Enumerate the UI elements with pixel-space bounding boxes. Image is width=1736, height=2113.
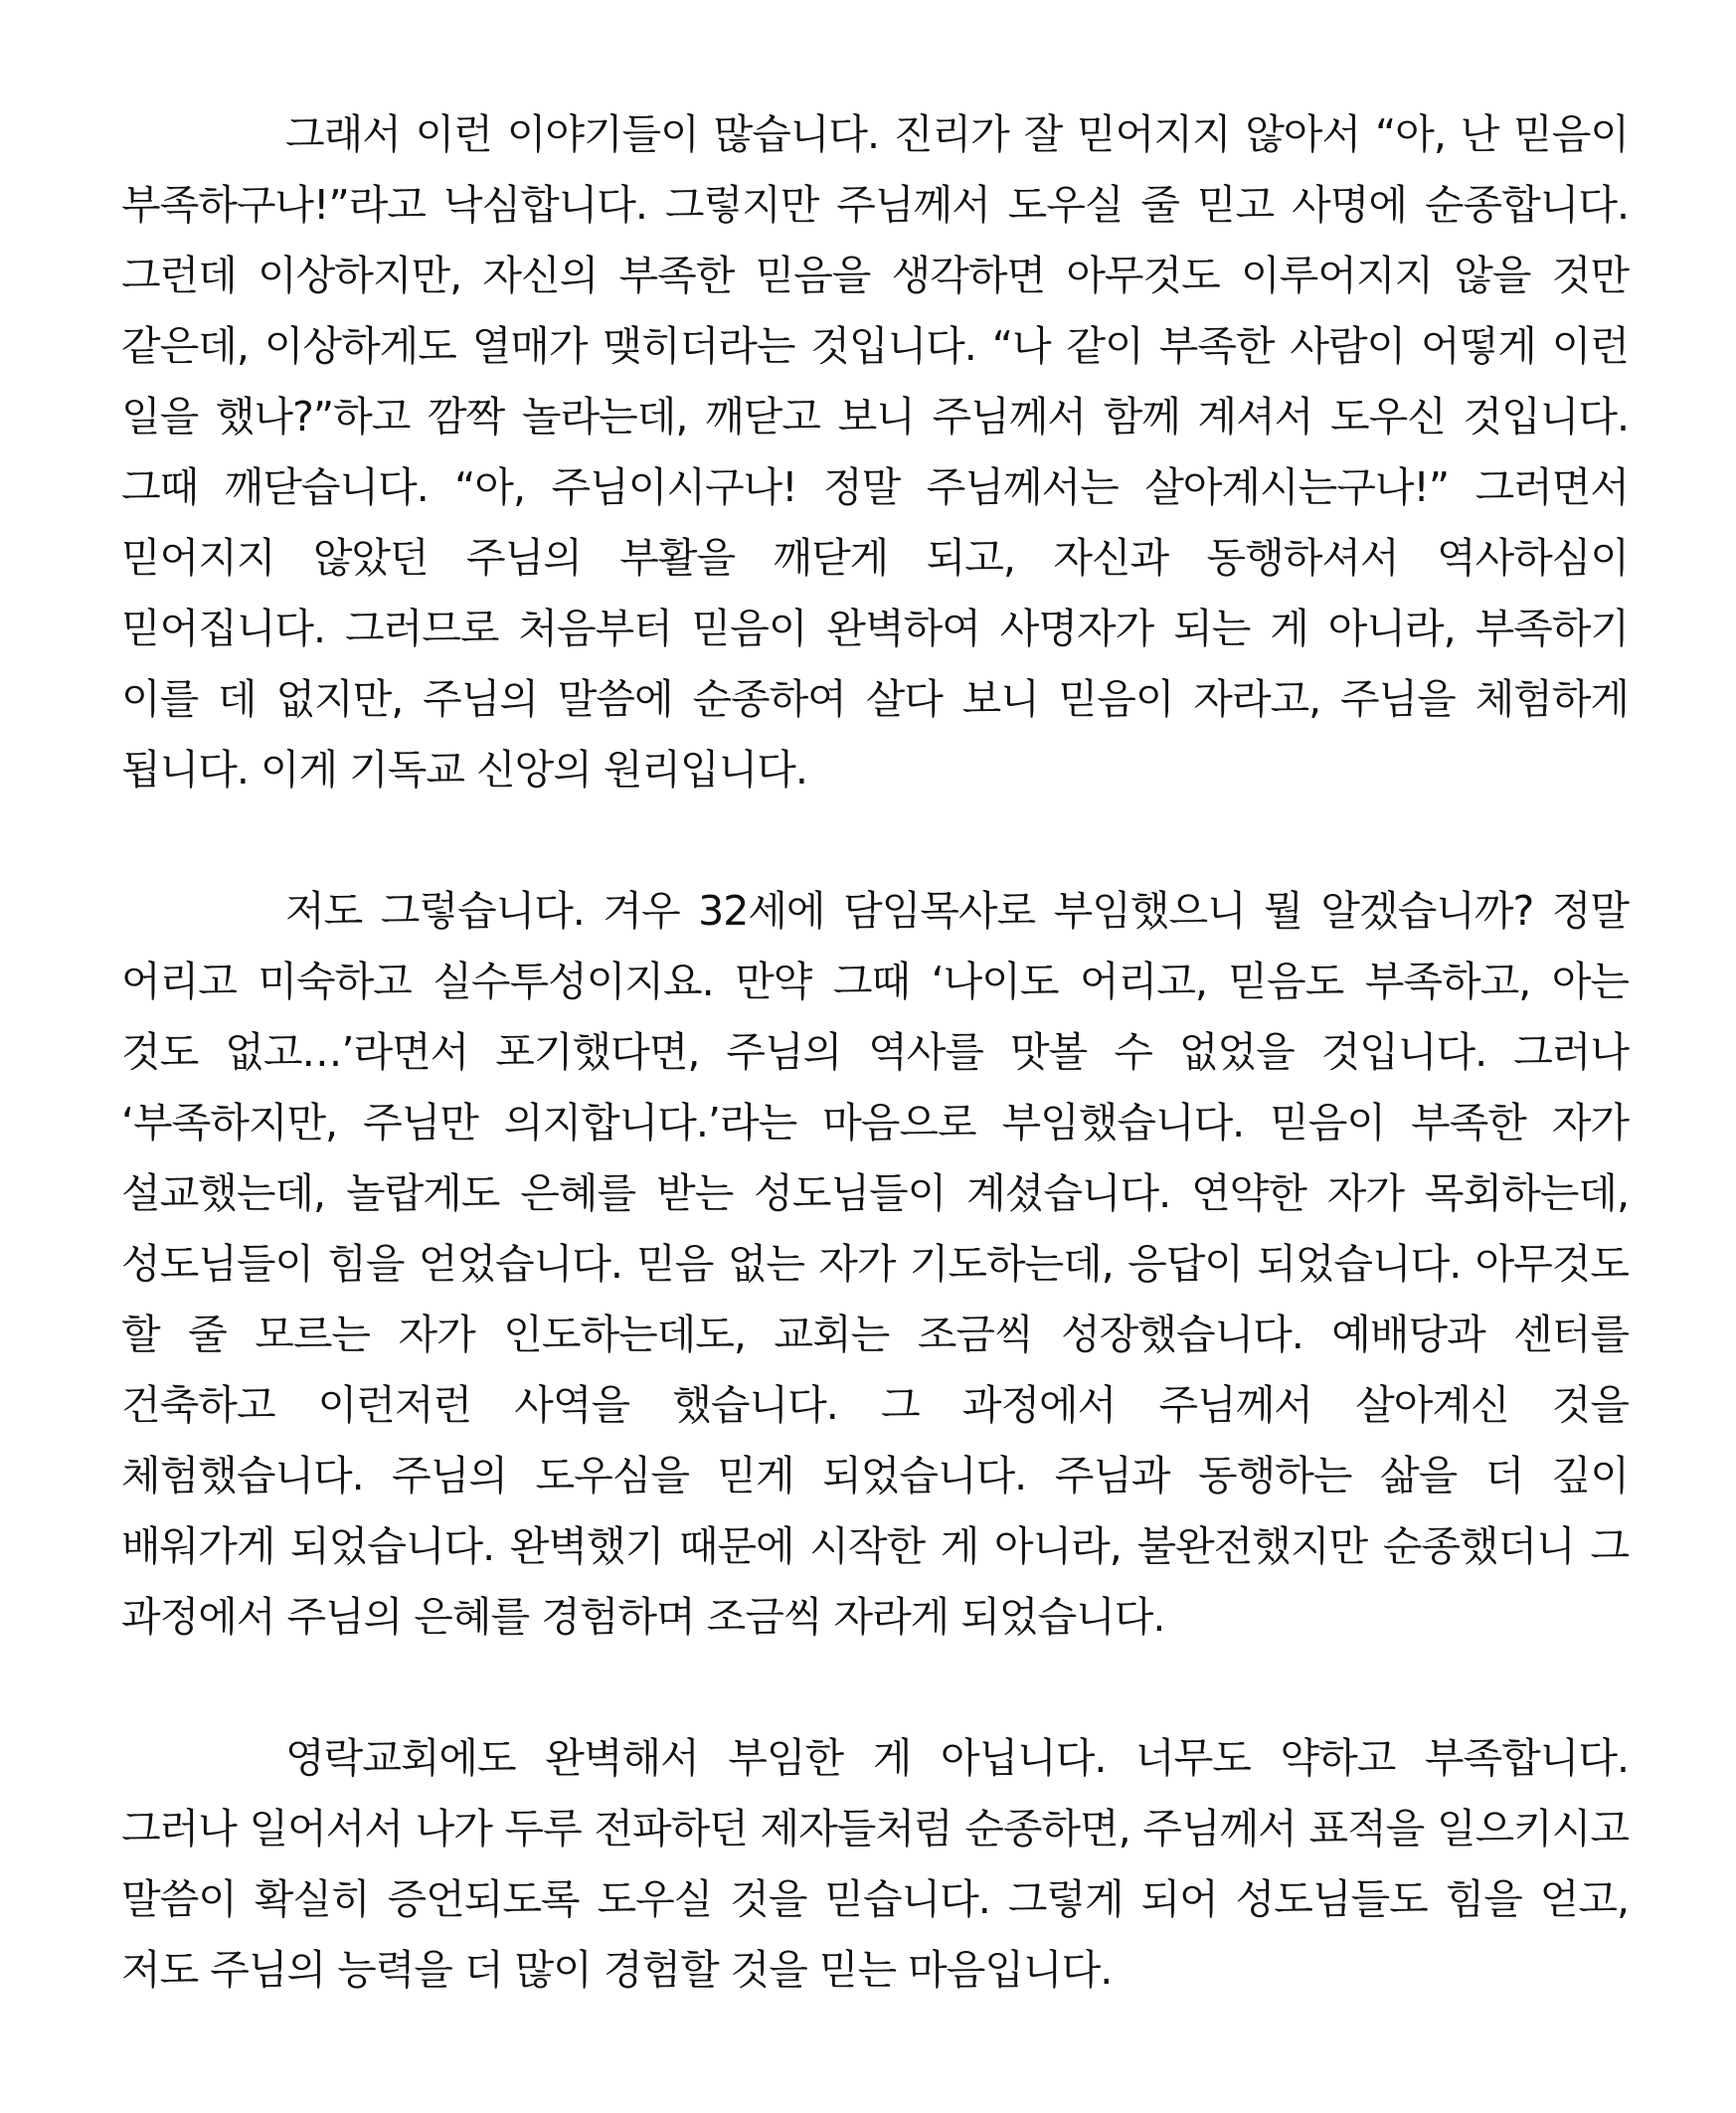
paragraph-church-resolution: 영락교회에도 완벽해서 부임한 게 아닙니다. 너무도 약하고 부족합니다. 그러나 일어서서 나가 두루 전파하던 제자들처럼 순종하면, 주님께서 표적을 일으키시고 말씀이 확실히 증언되도록 도우실 것을 믿습니다. 그렇게 되어 성도님들도 힘을 얻고, 저도 주님의 능력을 더 많이 경험할 것을 믿는 마음입니다. <box>121 1734 1629 1994</box>
paragraph-personal-testimony: 저도 그렇습니다. 겨우 32세에 담임목사로 부임했으니 뭘 알겠습니까? 정말 어리고 미숙하고 실수투성이지요. 만약 그때 ‘나이도 어리고, 믿음도 부족하고, 아는 것도 없고…’라면서 포기했다면, 주님의 역사를 맛볼 수 없었을 것입니다. 그러나 ‘부족하지만, 주님만 의지합니다.’라는 마음으로 부임했습니다. 믿음이 부족한 자가 설교했는데, 놀랍게도 은혜를 받는 성도님들이 계셨습니다. 연약한 자가 목회하는데, 성도님들이 힘을 얻었습니다. 믿음 없는 자가 기도하는데, 응답이 되었습니다. 아무것도 할 줄 모르는 자가 인도하는데도, 교회는 조금씩 성장했습니다. 예배당과 센터를 건축하고 이런저런 사역을 했습니다. 그 과정에서 주님께서 살아계신 것을 체험했습니다. 주님의 도우심을 믿게 되었습니다. 주님과 동행하는 삶을 더 깊이 배워가게 되었습니다. 완벽했기 때문에 시작한 게 아니라, 불완전했지만 순종했더니 그 과정에서 주님의 은혜를 경험하며 조금씩 자라게 되었습니다. <box>121 887 1629 1641</box>
document-page <box>121 99 1629 2006</box>
paragraph-faith-principle: 그래서 이런 이야기들이 많습니다. 진리가 잘 믿어지지 않아서 “아, 난 믿음이 부족하구나!”라고 낙심합니다. 그렇지만 주님께서 도우실 줄 믿고 사명에 순종합니다. 그런데 이상하지만, 자신의 부족한 믿음을 생각하면 아무것도 이루어지지 않을 것만 같은데, 이상하게도 열매가 맺히더라는 것입니다. “나 같이 부족한 사람이 어떻게 이런 일을 했나?”하고 깜짝 놀라는데, 깨닫고 보니 주님께서 함께 계셔서 도우신 것입니다. 그때 깨닫습니다. “아, 주님이시구나! 정말 주님께서는 살아계시는구나!” 그러면서 믿어지지 않았던 주님의 부활을 깨닫게 되고, 자신과 동행하셔서 역사하심이 믿어집니다. 그러므로 처음부터 믿음이 완벽하여 사명자가 되는 게 아니라, 부족하기 이를 데 없지만, 주님의 말씀에 순종하여 살다 보니 믿음이 자라고, 주님을 체험하게 됩니다. 이게 기독교 신앙의 원리입니다. <box>121 110 1629 793</box>
